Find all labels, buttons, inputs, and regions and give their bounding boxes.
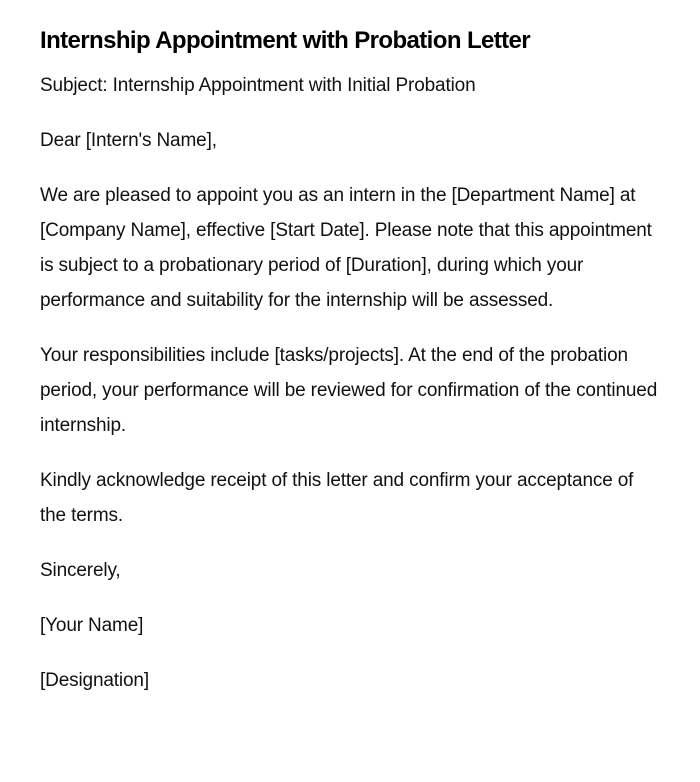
salutation: Dear [Intern's Name],	[40, 130, 217, 151]
document-title: Internship Appointment with Probation Letter	[40, 27, 531, 54]
signature-designation: [Designation]	[40, 670, 149, 691]
closing: Sincerely,	[40, 560, 121, 581]
signature-name: [Your Name]	[40, 615, 144, 636]
body-paragraph-appointment: We are pleased to appoint you as an intern in the [Department Name] at [Company Name], effective [Start Date]. Please note that this appointment is subject to a probationary period of [Duration], during which your performance and suitability for the internship will be assessed.	[40, 185, 652, 311]
body-paragraph-responsibilities: Your responsibilities include [tasks/projects]. At the end of the probation period, your performance will be reviewed for confirmation of the continued internship.	[40, 345, 658, 436]
subject-line: Subject: Internship Appointment with Initial Probation	[40, 75, 476, 96]
body-paragraph-acknowledgement: Kindly acknowledge receipt of this letter and confirm your acceptance of the terms.	[40, 470, 634, 526]
